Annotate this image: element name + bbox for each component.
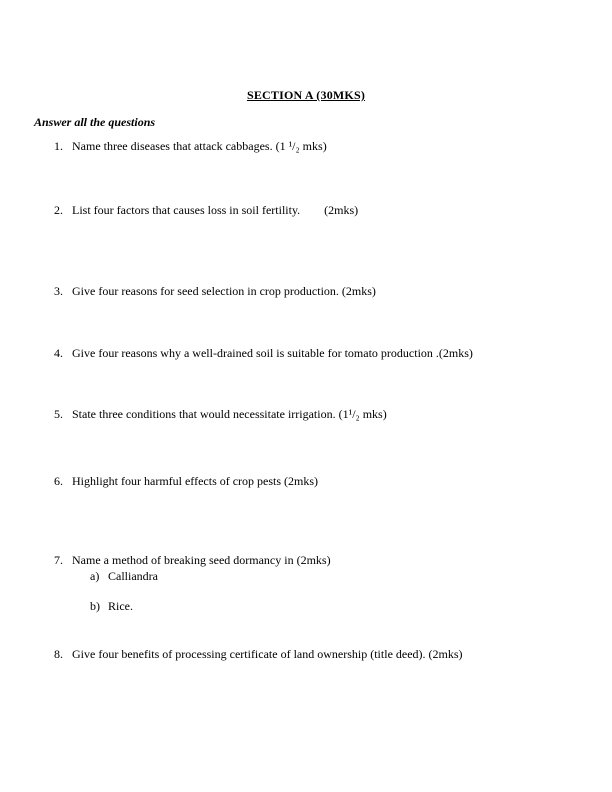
question-text: List four factors that causes loss in soil fertility. (2mks) — [72, 203, 359, 217]
subitem-label: a) — [90, 569, 100, 583]
subitem-text: Rice. — [108, 599, 133, 613]
question-text: State three conditions that would necessitate irrigation. (1¹/₂ mks) — [72, 407, 387, 421]
question-text: Give four reasons why a well-drained soil is suitable for tomato production .(2mks) — [72, 346, 473, 360]
question-item-1 — [54, 139, 327, 153]
question-item-3 — [54, 284, 376, 298]
question-text: Name a method of breaking seed dormancy in (2mks) — [72, 553, 331, 567]
question-number: 6. — [54, 474, 63, 488]
question-item-6 — [54, 474, 318, 488]
question-text: Give four reasons for seed selection in crop production. (2mks) — [72, 284, 376, 298]
question-item-8 — [54, 647, 463, 661]
question-number: 5. — [54, 407, 63, 421]
question-item-7 — [54, 553, 331, 567]
question-number: 3. — [54, 284, 63, 298]
question-number: 2. — [54, 203, 63, 217]
question-number: 8. — [54, 647, 63, 661]
question-text: Highlight four harmful effects of crop pests (2mks) — [72, 474, 319, 488]
section-title: SECTION A (30MKS) — [246, 88, 366, 102]
question-text: Give four benefits of processing certificate of land ownership (title deed). (2mks) — [72, 647, 463, 661]
question-item-2 — [54, 203, 358, 217]
question-text: Name three diseases that attack cabbages. (1 ¹/₂ mks) — [72, 139, 327, 153]
question-number: 7. — [54, 553, 63, 567]
instructions-text: Answer all the questions — [34, 115, 156, 129]
question-item-5 — [54, 407, 387, 421]
question-number: 1. — [54, 139, 63, 153]
question-7-subitem-a — [90, 569, 158, 583]
subitem-text: Calliandra — [108, 569, 158, 583]
subitem-label: b) — [90, 599, 100, 613]
question-item-4 — [54, 346, 473, 360]
question-number: 4. — [54, 346, 63, 360]
question-7-subitem-b — [90, 599, 133, 613]
